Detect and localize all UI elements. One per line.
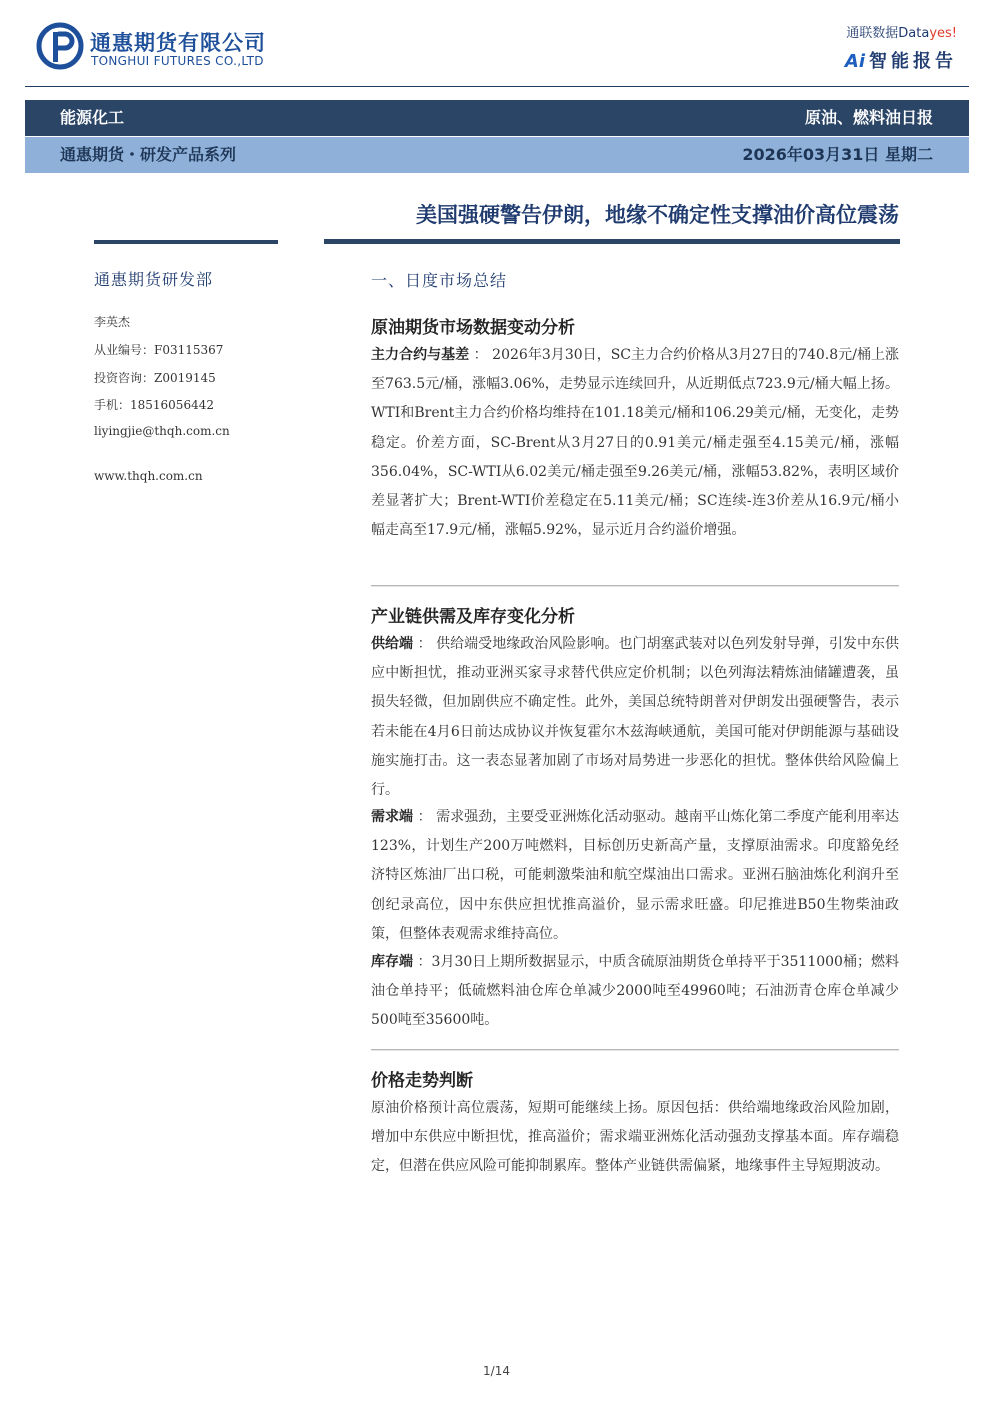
- block1-paragraph: [371, 341, 899, 545]
- series-label: 通惠期货・研发产品系列: [60, 145, 237, 164]
- supply-text: 供给端受地缘政治风险影响。也门胡塞武装对以色列发射导弹，引发中东供应中断担忧，推动亚洲买家寻求替代供应定价机制；以色列海法精炼油储罐遭袭，虽损失轻微，但加剧供应不确定性。此外，美国总统特朗普对伊朗发出强硬警告，表示若未能在4月6日前达成协议并恢复霍尔木兹海峡通航，美国可能对伊朗能源与基础设施实施打击。这一表态显著加剧了市场对局势进一步恶化的担忧。整体供给风险偏上行。: [371, 636, 900, 799]
- report-headline: 美国强硬警告伊朗，地缘不确定性支撑油价高位震荡: [416, 203, 899, 227]
- brand-yes: yes!: [929, 26, 957, 41]
- supply-paragraph: [371, 630, 899, 805]
- demand-paragraph: [371, 803, 899, 949]
- block3-title: 价格走势判断: [371, 1071, 473, 1091]
- company-name-cn: 通惠期货有限公司: [90, 31, 266, 55]
- brand-report-label: 智能报告: [869, 51, 957, 72]
- inventory-text: 3月30日上期所数据显示，中质含硫原油期货仓单持平于3511000桶；燃料油仓单持平；低硫燃料油仓库仓单减少2000吨至49960吨；石油沥青仓库仓单减少500吨至35600吨。: [371, 954, 900, 1029]
- sector-label: 能源化工: [60, 108, 125, 127]
- company-logo-icon: [36, 22, 84, 70]
- phone-number: 手机：18516056442: [94, 398, 214, 412]
- inventory-label: 库存端: [371, 954, 414, 970]
- email-link[interactable]: liyingjie@thqh.com.cn: [94, 424, 230, 438]
- block3-paragraph: 原油价格预计高位震荡，短期可能继续上扬。原因包括：供给端地缘政治风险加剧，增加中东供应中断担忧，推高溢价；需求端亚洲炼化活动强劲支撑基本面。库存端稳定，但潜在供应风险可能抑制累库。整体产业链供需偏紧，地缘事件主导短期波动。: [371, 1100, 899, 1175]
- website-link[interactable]: www.thqh.com.cn: [94, 469, 203, 483]
- section-title: 一、日度市场总结: [371, 271, 508, 290]
- header-divider: [25, 86, 969, 87]
- block1-title: 原油期货市场数据变动分析: [371, 318, 575, 338]
- section-divider: [371, 1049, 899, 1050]
- block1-label-sep: ：: [469, 347, 488, 363]
- block2-title: 产业链供需及库存变化分析: [371, 607, 575, 627]
- demand-label: 需求端: [371, 809, 414, 825]
- block1-text: 2026年3月30日，SC主力合约价格从3月27日的740.8元/桶上涨至763.5元/桶，涨幅3.06%，走势显示连续回升，从近期低点723.9元/桶大幅上扬。WTI和Brent主力合约价格均维持在101.18美元/桶和106.29美元/桶，无变化，走势稳定。价差方面，SC-Brent从3月27日的0.91美元/桶走强至4.15美元/桶，涨幅356.04%，SC-WTI从6.02美元/桶走强至9.26美元/桶，涨幅53.82%，表明区域价差显著扩大；Brent-WTI价差稳定在5.11美元/桶；SC连续-连3价差从16.9元/桶小幅走高至17.9元/桶，涨幅5.92%，显示近月合约溢价增强。: [371, 347, 900, 539]
- series-band: [25, 137, 969, 173]
- company-name-en: TONGHUI FUTURES CO.,LTD: [91, 54, 264, 68]
- section-divider: [371, 585, 899, 586]
- ai-icon: Ai: [844, 51, 865, 72]
- inventory-paragraph: [371, 948, 899, 1036]
- headline-underline: [324, 239, 900, 244]
- department-name: 通惠期货研发部: [94, 270, 214, 289]
- demand-text: 需求强劲，主要受亚洲炼化活动驱动。越南平山炼化第二季度产能利用率达123%，计划生产200万吨燃料，目标创历史新高产量，支撑原油需求。印度豁免经济特区炼油厂出口税，可能刺激柴油和航空煤油出口需求。亚洲石脑油炼化利润升至创纪录高位，因中东供应担忧推高溢价，显示需求旺盛。印尼推进B50生物柴油政策，但整体表观需求维持高位。: [371, 809, 900, 942]
- brand-data: Data: [898, 26, 930, 41]
- page-number: 1/14: [483, 1364, 510, 1378]
- report-date: 2026年03月31日 星期二: [742, 145, 933, 164]
- supply-label-sep: ：: [413, 636, 432, 652]
- sector-band: [25, 100, 969, 136]
- report-type-label: 原油、燃料油日报: [804, 108, 933, 127]
- brand-prefix: 通联数据: [846, 26, 899, 41]
- inventory-label-sep: ：: [413, 954, 432, 970]
- ai-report-brand: [845, 47, 957, 73]
- block1-label: 主力合约与基差: [371, 347, 470, 363]
- datayes-brand: [846, 22, 957, 41]
- analyst-name: 李英杰: [94, 315, 131, 329]
- consult-number: 投资咨询：Z0019145: [94, 371, 216, 385]
- license-number: 从业编号：F03115367: [94, 343, 224, 357]
- sidebar-top-rule: [94, 240, 278, 244]
- demand-label-sep: ：: [413, 809, 432, 825]
- supply-label: 供给端: [371, 636, 414, 652]
